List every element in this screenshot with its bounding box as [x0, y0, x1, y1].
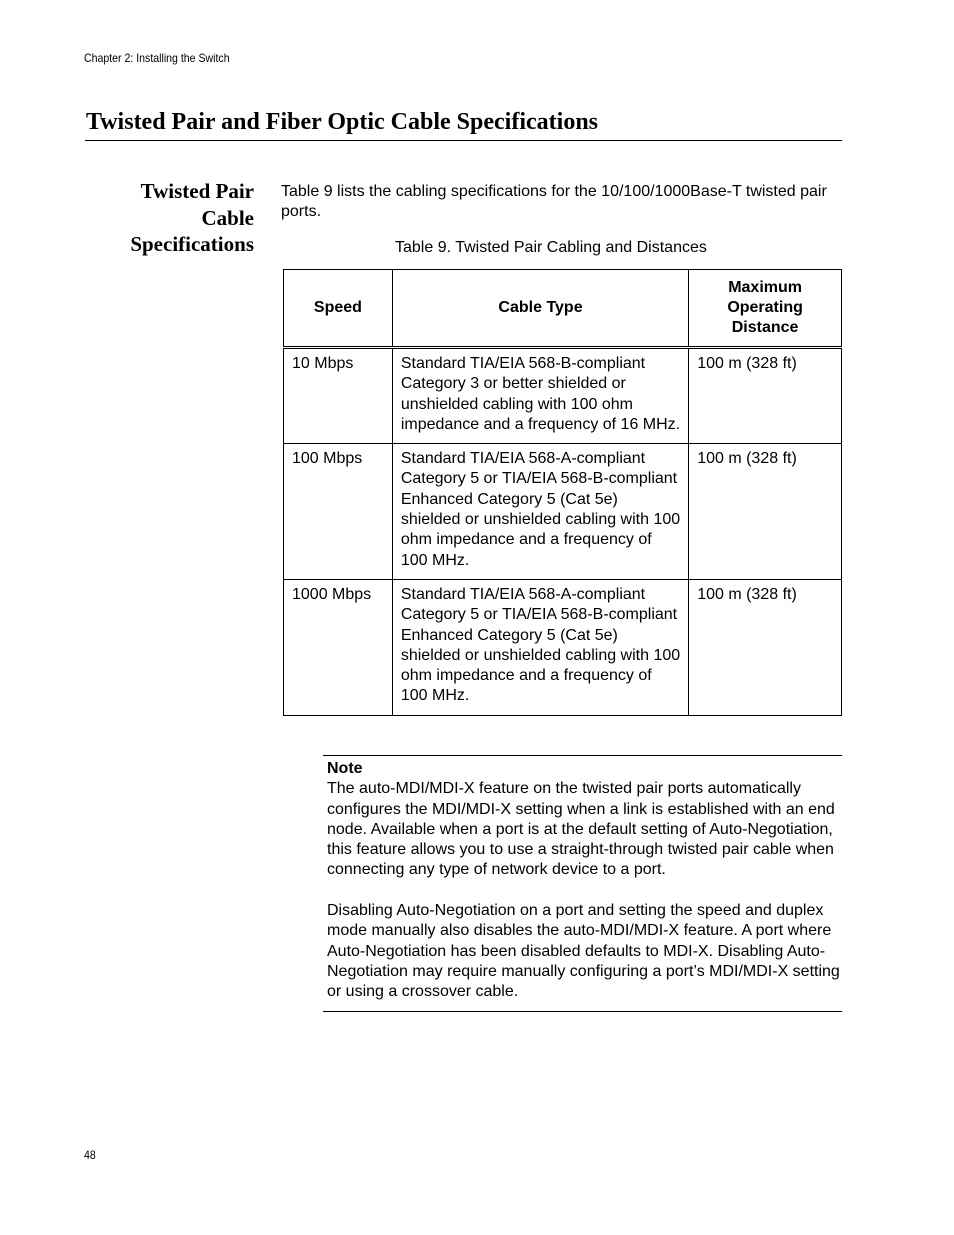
cell-cable-type: Standard TIA/EIA 568-A-compliant Category 5 or TIA/EIA 568-B-compliant Enhanced Category 5 (Cat 5e) shielded or unshielded cabling with 100 ohm impedance and a frequency of 100 MHz. [392, 579, 688, 715]
intro-paragraph: Table 9 lists the cabling specifications for the 10/100/1000Base-T twisted pair ports. [281, 183, 827, 221]
cell-distance: 100 m (328 ft) [689, 348, 842, 444]
note-paragraph: Disabling Auto-Negotiation on a port and setting the speed and duplex mode manually also disables the auto-MDI/MDI-X feature. A port where Auto-Negotiation has been disabled defaults to MDI-X. Disabling Auto-Negotiation may require manually configuring a port’s MDI/MDI-X setting or using a crossover cable. [327, 902, 840, 1001]
note-rule-bottom [323, 1011, 842, 1012]
note-box [327, 759, 843, 1003]
header-cable-type: Cable Type [392, 270, 688, 348]
subsection-heading-line: Cable [201, 205, 254, 230]
page-number: 48 [84, 1148, 96, 1162]
cell-cable-type: Standard TIA/EIA 568-A-compliant Category 5 or TIA/EIA 568-B-compliant Enhanced Category 5 (Cat 5e) shielded or unshielded cabling with 100 ohm impedance and a frequency of 100 MHz. [392, 444, 688, 580]
cell-speed: 100 Mbps [284, 444, 393, 580]
note-title: Note [327, 760, 363, 777]
cell-speed: 10 Mbps [284, 348, 393, 444]
note-rule-top [323, 755, 842, 756]
cell-speed: 1000 Mbps [284, 579, 393, 715]
table-caption: Table 9. Twisted Pair Cabling and Distances [395, 239, 707, 256]
subsection-heading-line: Twisted Pair [140, 179, 254, 203]
cell-distance: 100 m (328 ft) [689, 444, 842, 580]
table-header-row [284, 270, 842, 348]
cell-cable-type: Standard TIA/EIA 568-B-compliant Category 3 or better shielded or unshielded cabling with 100 ohm impedance and a frequency of 16 MHz. [392, 348, 688, 444]
header-speed: Speed [284, 270, 393, 348]
header-distance: Maximum Operating Distance [689, 270, 842, 348]
cell-distance: 100 m (328 ft) [689, 579, 842, 715]
section-title: Twisted Pair and Fiber Optic Cable Specifications [86, 109, 599, 135]
chapter-header: Chapter 2: Installing the Switch [84, 51, 230, 65]
table-row [284, 579, 842, 715]
table-row [284, 348, 842, 444]
note-paragraph: The auto-MDI/MDI-X feature on the twisted pair ports automatically configures the MDI/MDI-X setting when a link is established with an end node. Available when a port is at the default setting of Auto-Negotiation, this feature allows you to use a straight-through twisted pair cable when connecting any type of network device to a port. [327, 780, 835, 879]
subsection-heading-line: Specifications [130, 232, 254, 256]
subsection-heading [100, 178, 254, 258]
table-row [284, 444, 842, 580]
cabling-table [283, 269, 842, 716]
title-rule [85, 140, 842, 141]
